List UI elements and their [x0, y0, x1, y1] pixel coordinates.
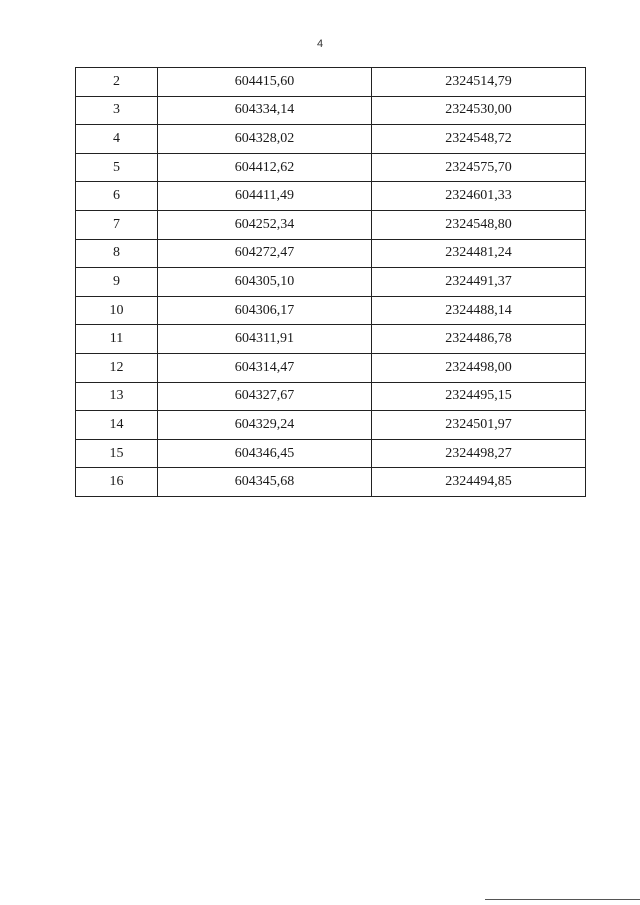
- table-row: [76, 96, 586, 125]
- point-number-cell: 15: [76, 439, 158, 468]
- x-coordinate-cell: 604346,45: [158, 439, 372, 468]
- point-number-cell: 7: [76, 210, 158, 239]
- y-coordinate-cell: 2324486,78: [372, 325, 586, 354]
- table-row: [76, 382, 586, 411]
- table-row: [76, 239, 586, 268]
- table-row: [76, 439, 586, 468]
- table-row: [76, 68, 586, 97]
- footer-rule: [485, 899, 640, 900]
- x-coordinate-cell: 604329,24: [158, 411, 372, 440]
- table-row: [76, 153, 586, 182]
- point-number-cell: 12: [76, 353, 158, 382]
- point-number-cell: 9: [76, 268, 158, 297]
- y-coordinate-cell: 2324501,97: [372, 411, 586, 440]
- point-number-cell: 10: [76, 296, 158, 325]
- table-row: [76, 353, 586, 382]
- x-coordinate-cell: 604311,91: [158, 325, 372, 354]
- point-number-cell: 4: [76, 125, 158, 154]
- y-coordinate-cell: 2324530,00: [372, 96, 586, 125]
- y-coordinate-cell: 2324575,70: [372, 153, 586, 182]
- x-coordinate-cell: 604314,47: [158, 353, 372, 382]
- x-coordinate-cell: 604328,02: [158, 125, 372, 154]
- point-number-cell: 3: [76, 96, 158, 125]
- x-coordinate-cell: 604272,47: [158, 239, 372, 268]
- point-number-cell: 14: [76, 411, 158, 440]
- x-coordinate-cell: 604327,67: [158, 382, 372, 411]
- y-coordinate-cell: 2324548,80: [372, 210, 586, 239]
- y-coordinate-cell: 2324481,24: [372, 239, 586, 268]
- y-coordinate-cell: 2324491,37: [372, 268, 586, 297]
- page-number: 4: [316, 38, 324, 50]
- point-number-cell: 16: [76, 468, 158, 497]
- table-row: [76, 268, 586, 297]
- point-number-cell: 2: [76, 68, 158, 97]
- point-number-cell: 6: [76, 182, 158, 211]
- y-coordinate-cell: 2324498,00: [372, 353, 586, 382]
- coordinates-table: [75, 67, 586, 497]
- x-coordinate-cell: 604411,49: [158, 182, 372, 211]
- x-coordinate-cell: 604334,14: [158, 96, 372, 125]
- table-row: [76, 125, 586, 154]
- x-coordinate-cell: 604305,10: [158, 268, 372, 297]
- y-coordinate-cell: 2324495,15: [372, 382, 586, 411]
- y-coordinate-cell: 2324601,33: [372, 182, 586, 211]
- coordinates-table-body: [76, 68, 586, 497]
- y-coordinate-cell: 2324498,27: [372, 439, 586, 468]
- table-row: [76, 411, 586, 440]
- table-row: [76, 210, 586, 239]
- y-coordinate-cell: 2324548,72: [372, 125, 586, 154]
- y-coordinate-cell: 2324488,14: [372, 296, 586, 325]
- x-coordinate-cell: 604345,68: [158, 468, 372, 497]
- x-coordinate-cell: 604415,60: [158, 68, 372, 97]
- point-number-cell: 8: [76, 239, 158, 268]
- y-coordinate-cell: 2324494,85: [372, 468, 586, 497]
- y-coordinate-cell: 2324514,79: [372, 68, 586, 97]
- point-number-cell: 11: [76, 325, 158, 354]
- x-coordinate-cell: 604412,62: [158, 153, 372, 182]
- point-number-cell: 5: [76, 153, 158, 182]
- x-coordinate-cell: 604306,17: [158, 296, 372, 325]
- point-number-cell: 13: [76, 382, 158, 411]
- x-coordinate-cell: 604252,34: [158, 210, 372, 239]
- table-row: [76, 182, 586, 211]
- table-row: [76, 325, 586, 354]
- table-row: [76, 468, 586, 497]
- table-row: [76, 296, 586, 325]
